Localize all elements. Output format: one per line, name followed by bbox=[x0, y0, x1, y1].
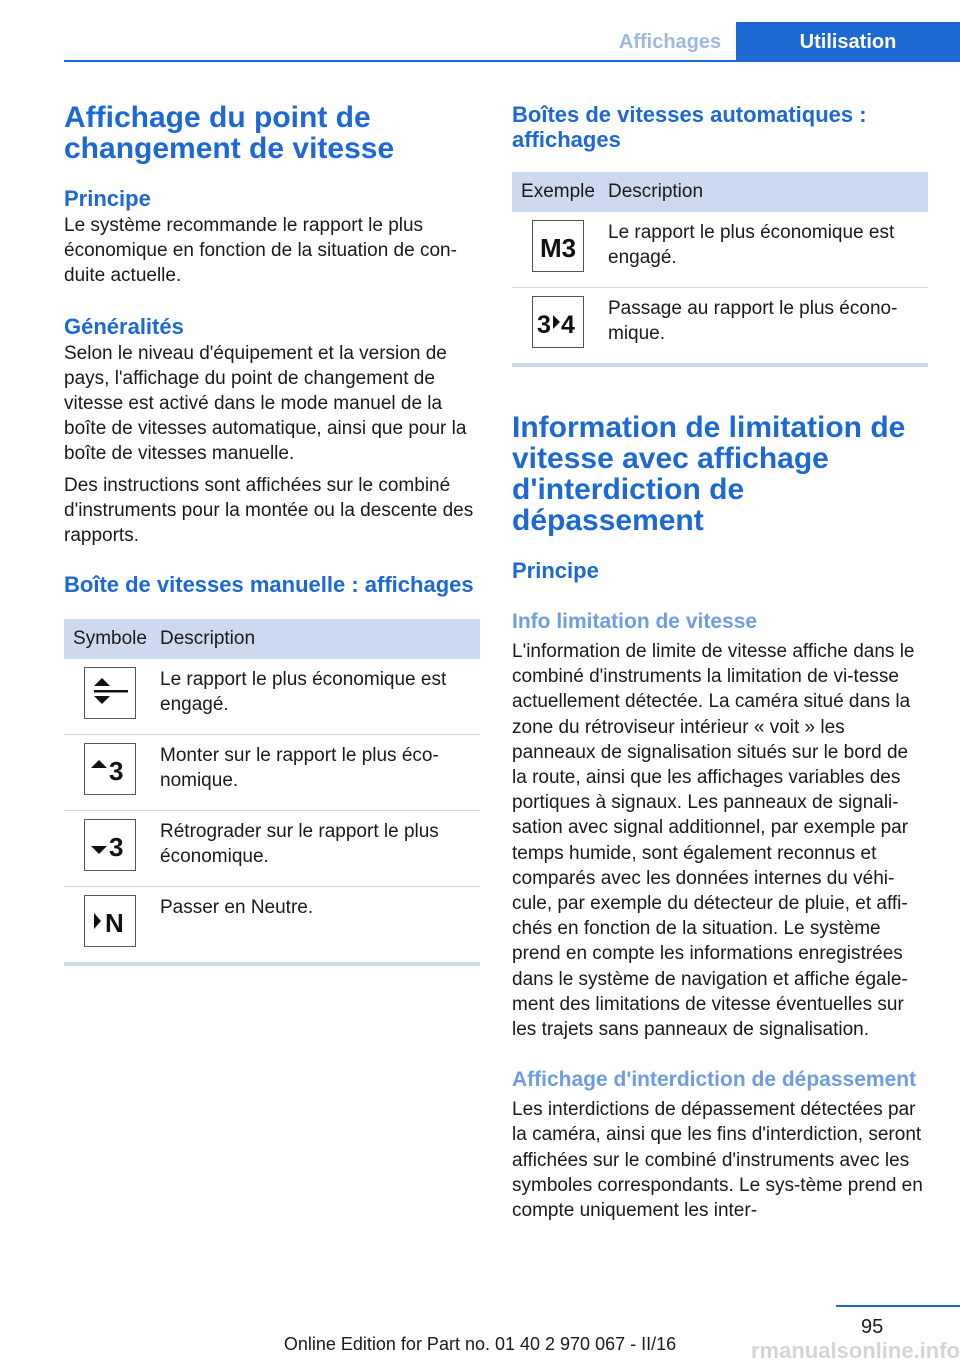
automatic-gearbox-heading: Boîtes de vitesses automatiques : affichages bbox=[512, 102, 867, 152]
column-header-description: Description bbox=[160, 628, 256, 650]
svg-text:M3: M3 bbox=[539, 233, 577, 263]
table-row bbox=[64, 735, 480, 811]
column-header-description: Description bbox=[608, 181, 704, 202]
shift-point-icon bbox=[84, 667, 136, 719]
svg-text:4: 4 bbox=[561, 311, 575, 339]
speed-limit-info-title: Information de limitation de vitesse avec affichage d'interdiction de dépassement bbox=[512, 411, 906, 537]
row-description: Le rapport le plus économique est engagé. bbox=[160, 669, 447, 716]
row-description: Monter sur le rapport le plus éco-nomique. bbox=[160, 745, 439, 792]
table-header bbox=[64, 619, 480, 659]
downshift-3-icon bbox=[84, 819, 136, 871]
gearshift-indicator-title: Affichage du point de changement de vitesse bbox=[64, 101, 395, 165]
footer-rule bbox=[836, 1305, 960, 1307]
general-text-1: Selon le niveau d'équipement et la version de pays, l'affichage du point de changement de vitesse est activé dans le mode manuel de la boîte de vitesses automatique, ainsi que pour la boîte de vitesses manuelle. bbox=[64, 342, 467, 465]
no-passing-heading: Affichage d'interdiction de dépassement bbox=[512, 1068, 917, 1092]
principle-heading: Principe bbox=[64, 186, 151, 211]
upshift-3-icon bbox=[84, 743, 136, 795]
speed-limit-info-heading: Info limitation de vitesse bbox=[512, 610, 758, 633]
column-header-example: Exemple bbox=[521, 181, 595, 202]
no-passing-text: Les interdictions de dépassement détectées par la caméra, ainsi que les fins d'interdiction, seront affichées sur le combiné d'instruments avec les symboles correspondants. Le sys-tème prend en compte uniquement les inter- bbox=[512, 1099, 923, 1222]
speed-principle-heading: Principe bbox=[512, 558, 599, 583]
header-tabs bbox=[604, 22, 960, 62]
neutral-n-icon bbox=[84, 895, 136, 947]
row-description: Passer en Neutre. bbox=[160, 897, 314, 919]
header-rule bbox=[64, 60, 960, 62]
general-text-2: Des instructions sont affichées sur le combiné d'instruments pour la montée ou la descente des rapports. bbox=[64, 474, 474, 547]
manual-gearbox-table bbox=[64, 619, 480, 966]
svg-text:3: 3 bbox=[109, 756, 124, 787]
principle-text: Le système recommande le rapport le plus économique en fonction de la situation de con-duite actuelle. bbox=[64, 215, 457, 287]
manual-gearbox-heading: Boîte de vitesses manuelle : affichages bbox=[64, 572, 474, 598]
gear-m3-icon bbox=[532, 220, 584, 272]
row-description: Le rapport le plus économique est engagé. bbox=[608, 222, 895, 269]
table-end-rule bbox=[512, 363, 928, 367]
table-row bbox=[64, 659, 480, 735]
table-row bbox=[512, 212, 928, 288]
svg-text:3: 3 bbox=[109, 832, 124, 863]
table-end-rule bbox=[64, 962, 480, 966]
general-heading: Généralités bbox=[64, 313, 184, 339]
svg-text:3: 3 bbox=[537, 311, 551, 339]
chapter-tab: Utilisation bbox=[736, 22, 960, 62]
speed-limit-info-text: L'information de limite de vitesse affiche dans le combiné d'instruments la limitation de vi-tesse actuellement détectée. La caméra situé dans la zone du rétroviseur intérieur « voit » les panneaux de signalisation situés sur le bord de la route, ainsi que les affichages variables des portiques à signaux. Les panneaux de signali-sation avec signal additionnel, par exemple par temps humide, sont également reconnus et comparés avec les données internes du véhi-cule, par exemple du détecteur de pluie, et affi-chés en fonction de la situation. Le système prend en compte les informations enregistrées dans le système de navigation et affiche égale-ment des limitations de vitesse éventuelles sur les trajets sans panneaux de signalisation. bbox=[512, 641, 915, 1041]
automatic-gearbox-table bbox=[512, 172, 928, 367]
section-tab: Affichages bbox=[618, 31, 722, 53]
table-header bbox=[512, 172, 928, 212]
watermark: rmanualsonline.info bbox=[750, 1338, 960, 1363]
table-row bbox=[64, 811, 480, 887]
edition-footer: Online Edition for Part no. 01 40 2 970 067 - II/16 bbox=[283, 1334, 677, 1354]
page-number: 95 bbox=[861, 1316, 884, 1338]
left-column bbox=[64, 102, 480, 966]
table-row bbox=[512, 288, 928, 363]
gear-3-to-4-icon bbox=[532, 296, 584, 348]
svg-text:N: N bbox=[105, 908, 124, 939]
right-column bbox=[512, 102, 928, 1223]
row-description: Rétrograder sur le rapport le plus économique. bbox=[160, 821, 439, 868]
row-description: Passage au rapport le plus écono-mique. bbox=[608, 298, 898, 345]
table-row bbox=[64, 887, 480, 962]
column-header-symbol: Symbole bbox=[73, 628, 147, 650]
